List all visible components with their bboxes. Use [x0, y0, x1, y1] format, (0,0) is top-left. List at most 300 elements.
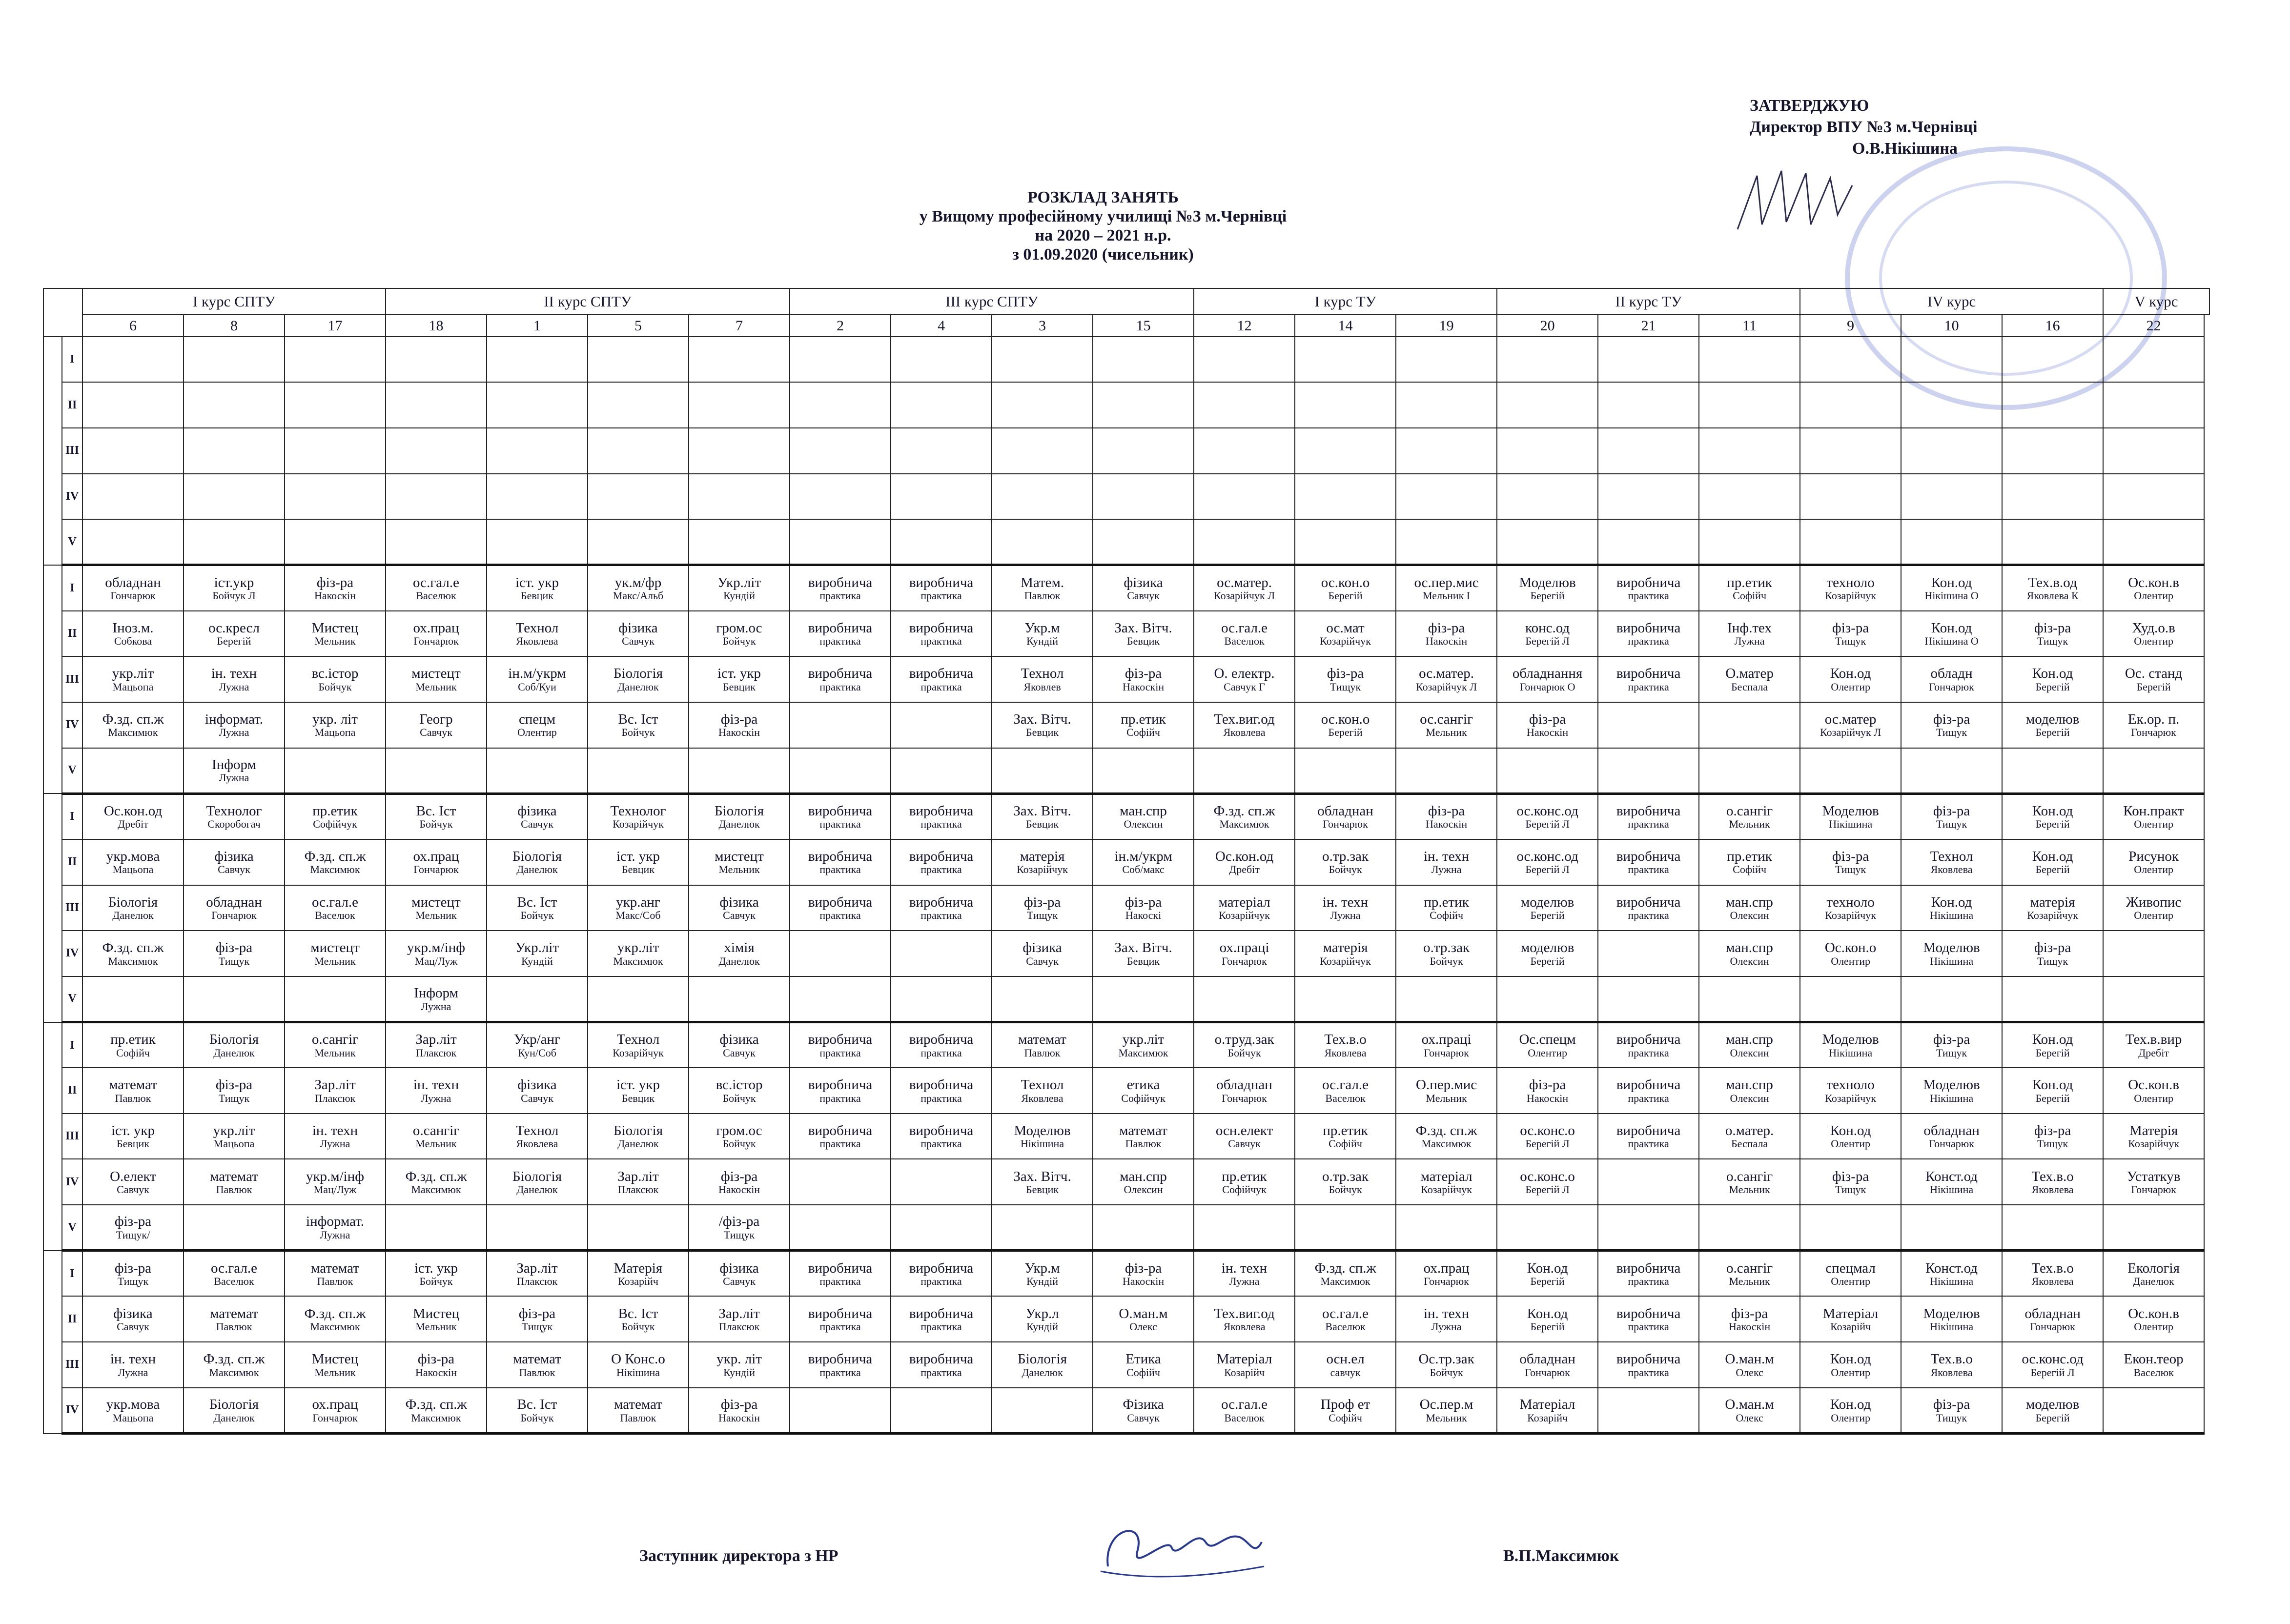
lesson-subject: мистецт [411, 666, 461, 682]
lesson-subject: Кон.практ [2123, 803, 2184, 819]
lesson-cell [1194, 748, 1295, 794]
lesson-cell [386, 793, 487, 839]
lesson-subject: ман.спр [1726, 940, 1773, 956]
lesson-cell [82, 839, 184, 885]
lesson-teacher: Данелюк [617, 1137, 659, 1150]
lesson-cell [992, 474, 1093, 520]
period-number: ІV [62, 474, 82, 520]
lesson-cell [588, 428, 689, 474]
lesson-cell [1901, 1296, 2002, 1342]
lesson-cell [2002, 428, 2103, 474]
lesson-cell [1295, 1068, 1396, 1114]
lesson-cell [184, 519, 285, 565]
lesson-teacher: Васелюк [214, 1275, 254, 1288]
period-number: ІІІ [62, 1114, 82, 1159]
lesson-subject: матерія [1323, 940, 1368, 956]
lesson-cell [891, 611, 992, 657]
lesson-cell [891, 793, 992, 839]
lesson-subject: фіз-ра [1327, 666, 1364, 682]
lesson-subject: Біологія [613, 1122, 663, 1138]
lesson-subject: виробнича [808, 1351, 873, 1367]
lesson-teacher: Бойчук [621, 726, 655, 739]
lesson-subject: Кон.од [1830, 1351, 1871, 1367]
lesson-cell [184, 382, 285, 428]
lesson-subject: техноло [1826, 574, 1875, 590]
lesson-cell [1699, 931, 1800, 976]
lesson-subject: Біологія [512, 848, 562, 864]
lesson-teacher: Олексин [1730, 1092, 1769, 1104]
lesson-cell [285, 519, 386, 565]
lesson-cell [1800, 337, 1901, 383]
lesson-cell [1295, 1205, 1396, 1251]
lesson-cell [689, 885, 790, 931]
lesson-teacher: Максимюк [1320, 1275, 1370, 1288]
lesson-teacher: Мельник [1729, 818, 1770, 831]
lesson-cell [1901, 1114, 2002, 1159]
lesson-subject: виробнича [909, 620, 974, 636]
lesson-cell [1295, 1296, 1396, 1342]
lesson-teacher: Олекс [1129, 1320, 1157, 1333]
lesson-subject: обладнан [206, 894, 262, 910]
lesson-subject: виробнича [1616, 1122, 1681, 1138]
lesson-teacher: Мельник [415, 909, 457, 922]
lesson-cell [82, 565, 184, 611]
lesson-teacher: Павлюк [115, 1092, 151, 1104]
lesson-cell [992, 839, 1093, 885]
lesson-cell [891, 428, 992, 474]
lesson-subject: математ [109, 1077, 157, 1093]
lesson-cell [2002, 748, 2103, 794]
lesson-subject: Тех.в.од [2028, 574, 2077, 590]
lesson-cell [1497, 748, 1598, 794]
lesson-cell [689, 1068, 790, 1114]
period-row [43, 1068, 2209, 1114]
lesson-subject: укр.літ [1122, 1032, 1165, 1048]
lesson-teacher: практика [920, 863, 962, 876]
lesson-teacher: Дребіт [118, 818, 148, 831]
lesson-subject: іст. укр [111, 1122, 155, 1138]
lesson-teacher: Данелюк [1022, 1366, 1063, 1379]
lesson-cell [1396, 1205, 1497, 1251]
lesson-teacher: Мацьопа [213, 1137, 255, 1150]
lesson-cell [1497, 611, 1598, 657]
lesson-cell [1295, 931, 1396, 976]
lesson-subject: Технол [515, 620, 559, 636]
lesson-subject: виробнича [909, 574, 974, 590]
approval-name: О.В.Нікішина [1852, 140, 1958, 158]
lesson-teacher: практика [819, 1366, 861, 1379]
lesson-cell [1295, 565, 1396, 611]
lesson-subject: виробнича [808, 620, 873, 636]
lesson-subject: ін. техн [1221, 1260, 1268, 1276]
lesson-cell [1497, 1296, 1598, 1342]
lesson-subject: виробнича [808, 1032, 873, 1048]
lesson-cell [1093, 1068, 1194, 1114]
lesson-teacher: Дребіт [1229, 863, 1260, 876]
lesson-cell [285, 1159, 386, 1205]
lesson-cell [1093, 611, 1194, 657]
lesson-cell [1598, 976, 1699, 1022]
lesson-subject: о.сангіг [311, 1032, 359, 1048]
lesson-cell [1295, 1342, 1396, 1388]
lesson-teacher: Софійч [1126, 1366, 1160, 1379]
lesson-teacher: Софійчук [313, 818, 357, 831]
lesson-subject: Фізика [1123, 1397, 1164, 1413]
lesson-teacher: Бойчук [722, 1092, 756, 1104]
lesson-subject: математ [1018, 1032, 1066, 1048]
lesson-cell [1800, 565, 1901, 611]
lesson-cell [891, 976, 992, 1022]
lesson-subject: фіз-ра [215, 940, 253, 956]
lesson-teacher: Мельник [718, 863, 760, 876]
lesson-cell [82, 1068, 184, 1114]
period-row [43, 748, 2209, 794]
lesson-subject: осн.елект [1215, 1122, 1273, 1138]
lesson-teacher: Беспала [1731, 680, 1768, 693]
lesson-teacher: Берегій [2035, 726, 2070, 739]
lesson-cell [1699, 1205, 1800, 1251]
lesson-subject: ос.матер [1824, 711, 1877, 727]
lesson-teacher: Савчук [218, 863, 250, 876]
lesson-teacher: Соб/макс [1122, 863, 1165, 876]
lesson-cell [1800, 793, 1901, 839]
lesson-cell [82, 793, 184, 839]
lesson-subject: Кон.од [1931, 574, 1972, 590]
lesson-subject: Ек.ор. п. [2127, 711, 2180, 727]
lesson-cell [285, 1388, 386, 1434]
lesson-cell [992, 1342, 1093, 1388]
lesson-subject: Кон.од [1527, 1260, 1568, 1276]
course-header: V курс [2103, 288, 2209, 315]
lesson-teacher: Савчук [117, 1320, 149, 1333]
lesson-subject: ос.гал.е [211, 1260, 257, 1276]
lesson-cell [588, 976, 689, 1022]
lesson-cell [1901, 976, 2002, 1022]
lesson-teacher: практика [1628, 818, 1669, 831]
lesson-cell [285, 748, 386, 794]
lesson-teacher: Тищук [218, 954, 250, 967]
lesson-teacher: Лужна [1431, 1320, 1462, 1333]
lesson-teacher: Накоскін [314, 589, 356, 602]
lesson-subject: ос.кресл [208, 620, 260, 636]
lesson-teacher: Савчук [521, 1092, 553, 1104]
lesson-cell [1598, 702, 1699, 748]
lesson-teacher: Берегій [2035, 1092, 2070, 1104]
lesson-cell [487, 1296, 588, 1342]
lesson-teacher: Савчук [723, 909, 756, 922]
lesson-cell [386, 428, 487, 474]
lesson-subject: Технол [1930, 848, 1973, 864]
lesson-teacher: Мельник [1729, 1275, 1770, 1288]
lesson-cell [1396, 702, 1497, 748]
lesson-cell [386, 382, 487, 428]
lesson-teacher: практика [920, 1046, 962, 1059]
period-number: ІІІ [62, 1342, 82, 1388]
lesson-teacher: Козарійчук [1017, 863, 1068, 876]
lesson-cell [1194, 1159, 1295, 1205]
lesson-cell [1194, 382, 1295, 428]
lesson-subject: ук.м/фр [614, 574, 662, 590]
lesson-cell [2002, 702, 2103, 748]
group-number: 5 [588, 315, 689, 336]
course-header: ІІ курс СПТУ [386, 288, 790, 315]
lesson-teacher: Берегій [217, 635, 251, 648]
lesson-subject: Ос.кон.в [2128, 574, 2179, 590]
lesson-cell [82, 702, 184, 748]
lesson-teacher: Гончарюк [110, 589, 156, 602]
lesson-teacher: Данелюк [516, 863, 558, 876]
lesson-cell [285, 1205, 386, 1251]
lesson-subject: фіз-ра [215, 1077, 253, 1093]
day-label [43, 565, 62, 793]
lesson-cell [82, 1159, 184, 1205]
lesson-cell [1396, 1022, 1497, 1068]
lesson-teacher: Олекс [1736, 1366, 1763, 1379]
lesson-teacher: Яковлев [1023, 680, 1061, 693]
lesson-cell [82, 337, 184, 383]
lesson-cell [689, 428, 790, 474]
lesson-teacher: Савчук [1127, 1411, 1160, 1424]
lesson-cell [891, 885, 992, 931]
lesson-teacher: Собкова [114, 635, 152, 648]
lesson-teacher: Олентир [1831, 954, 1870, 967]
period-row [43, 474, 2209, 520]
lesson-teacher: Накоскін [1123, 680, 1165, 693]
lesson-cell [1901, 1342, 2002, 1388]
lesson-cell [1194, 611, 1295, 657]
lesson-subject: Ф.зд. сп.ж [1314, 1260, 1376, 1276]
lesson-cell [1699, 611, 1800, 657]
lesson-subject: ох.прац [1423, 1260, 1470, 1276]
lesson-teacher: Тищук [1026, 909, 1058, 922]
lesson-subject: фіз-ра [1832, 1168, 1869, 1184]
lesson-cell [1901, 611, 2002, 657]
lesson-cell [1396, 1159, 1497, 1205]
lesson-cell [1699, 565, 1800, 611]
lesson-teacher: Данелюк [112, 909, 154, 922]
lesson-subject: Зах. Вітч. [1114, 940, 1172, 956]
lesson-subject: Ф.зд. сп.ж [304, 1305, 366, 1321]
lesson-cell [1295, 337, 1396, 383]
lesson-subject: іст.укр [214, 574, 254, 590]
lesson-cell [2103, 931, 2204, 976]
lesson-cell [689, 611, 790, 657]
lesson-cell [588, 1342, 689, 1388]
lesson-cell [1699, 1159, 1800, 1205]
lesson-subject: ін. техн [413, 1077, 459, 1093]
lesson-subject: ох.праці [1219, 940, 1269, 956]
lesson-subject: виробнича [808, 574, 873, 590]
lesson-cell [386, 656, 487, 702]
lesson-teacher: Мельник [415, 1320, 457, 1333]
lesson-teacher: практика [819, 589, 861, 602]
lesson-teacher: практика [920, 909, 962, 922]
lesson-cell [689, 702, 790, 748]
lesson-subject: виробнича [1616, 1305, 1681, 1321]
lesson-teacher: Савчук [723, 1046, 756, 1059]
lesson-cell [1699, 748, 1800, 794]
lesson-subject: Кон.од [1931, 894, 1972, 910]
lesson-subject: Мистец [311, 620, 359, 636]
lesson-cell [992, 748, 1093, 794]
lesson-teacher: Бевцик [1026, 818, 1059, 831]
lesson-teacher: Лужна [219, 771, 249, 784]
lesson-subject: ос.кон.о [1321, 574, 1370, 590]
lesson-subject: Укр.м [1024, 620, 1060, 636]
lesson-teacher: Олентир [1831, 1275, 1870, 1288]
lesson-cell [992, 382, 1093, 428]
lesson-subject: хімія [724, 940, 755, 956]
lesson-teacher: Берегій [1328, 726, 1363, 739]
lesson-subject: виробнича [909, 666, 974, 682]
lesson-subject: фіз-ра [1933, 803, 1970, 819]
lesson-cell [1800, 1342, 1901, 1388]
lesson-subject: Геогр [419, 711, 453, 727]
lesson-subject: Зар.літ [415, 1032, 457, 1048]
lesson-cell [1194, 1296, 1295, 1342]
lesson-cell [1497, 1388, 1598, 1434]
lesson-cell [1699, 1068, 1800, 1114]
lesson-cell [1901, 1388, 2002, 1434]
lesson-cell [1497, 839, 1598, 885]
lesson-cell [487, 474, 588, 520]
lesson-teacher: Бойчук [520, 909, 554, 922]
lesson-teacher: Бевцик [622, 863, 655, 876]
lesson-cell [1194, 1342, 1295, 1388]
lesson-teacher: практика [920, 589, 962, 602]
footer-position: Заступник директора з НР [639, 1547, 838, 1565]
lesson-cell [790, 428, 891, 474]
lesson-subject: укр.мова [106, 1397, 160, 1413]
lesson-subject: фізика [214, 848, 254, 864]
lesson-cell [2002, 656, 2103, 702]
group-number: 9 [1800, 315, 1901, 336]
lesson-teacher: Олексин [1124, 1183, 1163, 1196]
group-number: 18 [386, 315, 487, 336]
lesson-cell [1598, 656, 1699, 702]
lesson-cell [184, 1159, 285, 1205]
lesson-cell [689, 793, 790, 839]
lesson-subject: ос.пер.мис [1414, 574, 1479, 590]
lesson-subject: укр.м/інф [306, 1168, 365, 1184]
lesson-cell [790, 1388, 891, 1434]
lesson-cell [891, 748, 992, 794]
lesson-teacher: Накоскін [1426, 818, 1468, 831]
lesson-subject: моделюв [2025, 1397, 2080, 1413]
lesson-teacher: Софійч [116, 1046, 150, 1059]
course-header: ІІ курс ТУ [1497, 288, 1800, 315]
group-number: 3 [992, 315, 1093, 336]
lesson-cell [790, 793, 891, 839]
lesson-cell [184, 337, 285, 383]
lesson-cell [1295, 1159, 1396, 1205]
lesson-teacher: практика [819, 1046, 861, 1059]
lesson-cell [689, 1388, 790, 1434]
lesson-teacher: Лужна [1734, 635, 1765, 648]
lesson-teacher: Тищук [1329, 680, 1361, 693]
lesson-teacher: Бевцик [1026, 1183, 1059, 1196]
lesson-teacher: Бойчук [1329, 1183, 1362, 1196]
lesson-cell [790, 885, 891, 931]
lesson-cell [1194, 839, 1295, 885]
lesson-cell [285, 885, 386, 931]
lesson-cell [2002, 382, 2103, 428]
lesson-teacher: Олентир [1831, 1366, 1870, 1379]
lesson-subject: матерія [1020, 848, 1065, 864]
lesson-subject: виробнича [808, 666, 873, 682]
lesson-cell [2002, 1068, 2103, 1114]
lesson-cell [588, 1159, 689, 1205]
lesson-cell [1699, 1114, 1800, 1159]
lesson-cell [82, 656, 184, 702]
lesson-cell [1396, 1388, 1497, 1434]
lesson-cell [790, 1296, 891, 1342]
lesson-cell [487, 428, 588, 474]
lesson-cell [689, 839, 790, 885]
lesson-cell [1497, 519, 1598, 565]
lesson-subject: обладнан [1317, 803, 1373, 819]
lesson-teacher: Берегій [2035, 863, 2070, 876]
lesson-cell [992, 1068, 1093, 1114]
lesson-teacher: Мац/Луж [313, 1183, 357, 1196]
lesson-cell [588, 611, 689, 657]
lesson-teacher: практика [920, 1092, 962, 1104]
lesson-teacher: Кундій [1026, 1320, 1058, 1333]
lesson-teacher: Олексин [1730, 1046, 1769, 1059]
lesson-subject: Зар.літ [718, 1305, 760, 1321]
lesson-subject: ос.гал.е [312, 894, 358, 910]
lesson-teacher: Максимюк [310, 1320, 360, 1333]
lesson-subject: Технолог [610, 803, 666, 819]
lesson-subject: О.ман.м [1725, 1397, 1774, 1413]
lesson-cell [1093, 1251, 1194, 1297]
lesson-subject: ос.матер. [1217, 574, 1272, 590]
lesson-subject: Матерія [613, 1260, 663, 1276]
title-line-1: РОЗКЛАД ЗАНЯТЬ [1027, 188, 1179, 206]
lesson-teacher: Козарійчук [613, 1046, 664, 1059]
lesson-teacher: Бойчук [318, 680, 352, 693]
lesson-teacher: Яковлева [1930, 863, 1973, 876]
lesson-cell [184, 611, 285, 657]
lesson-teacher: Софійч [1733, 589, 1767, 602]
lesson-subject: Кон.од [2032, 803, 2073, 819]
lesson-teacher: Олентир [1831, 1411, 1870, 1424]
lesson-cell [487, 702, 588, 748]
lesson-teacher: Данелюк [213, 1046, 255, 1059]
lesson-cell [1901, 1251, 2002, 1297]
lesson-subject: виробнича [1616, 848, 1681, 864]
lesson-cell [1800, 976, 1901, 1022]
lesson-cell [1194, 519, 1295, 565]
lesson-cell [790, 337, 891, 383]
lesson-cell [1699, 885, 1800, 931]
lesson-teacher: Нікішина О [1924, 635, 1979, 648]
group-number: 7 [689, 315, 790, 336]
lesson-cell [1598, 474, 1699, 520]
lesson-cell [2002, 611, 2103, 657]
lesson-teacher: Берегій [2136, 680, 2171, 693]
lesson-subject: моделюв [1520, 940, 1574, 956]
lesson-cell [1699, 1342, 1800, 1388]
lesson-cell [1396, 565, 1497, 611]
lesson-cell [1396, 656, 1497, 702]
lesson-subject: Матеріал [1216, 1351, 1272, 1367]
lesson-cell [1800, 1068, 1901, 1114]
lesson-teacher: Козарійчук [1320, 954, 1371, 967]
lesson-teacher: Козарійчук [2128, 1137, 2179, 1150]
lesson-cell [1295, 793, 1396, 839]
lesson-teacher: практика [819, 680, 861, 693]
